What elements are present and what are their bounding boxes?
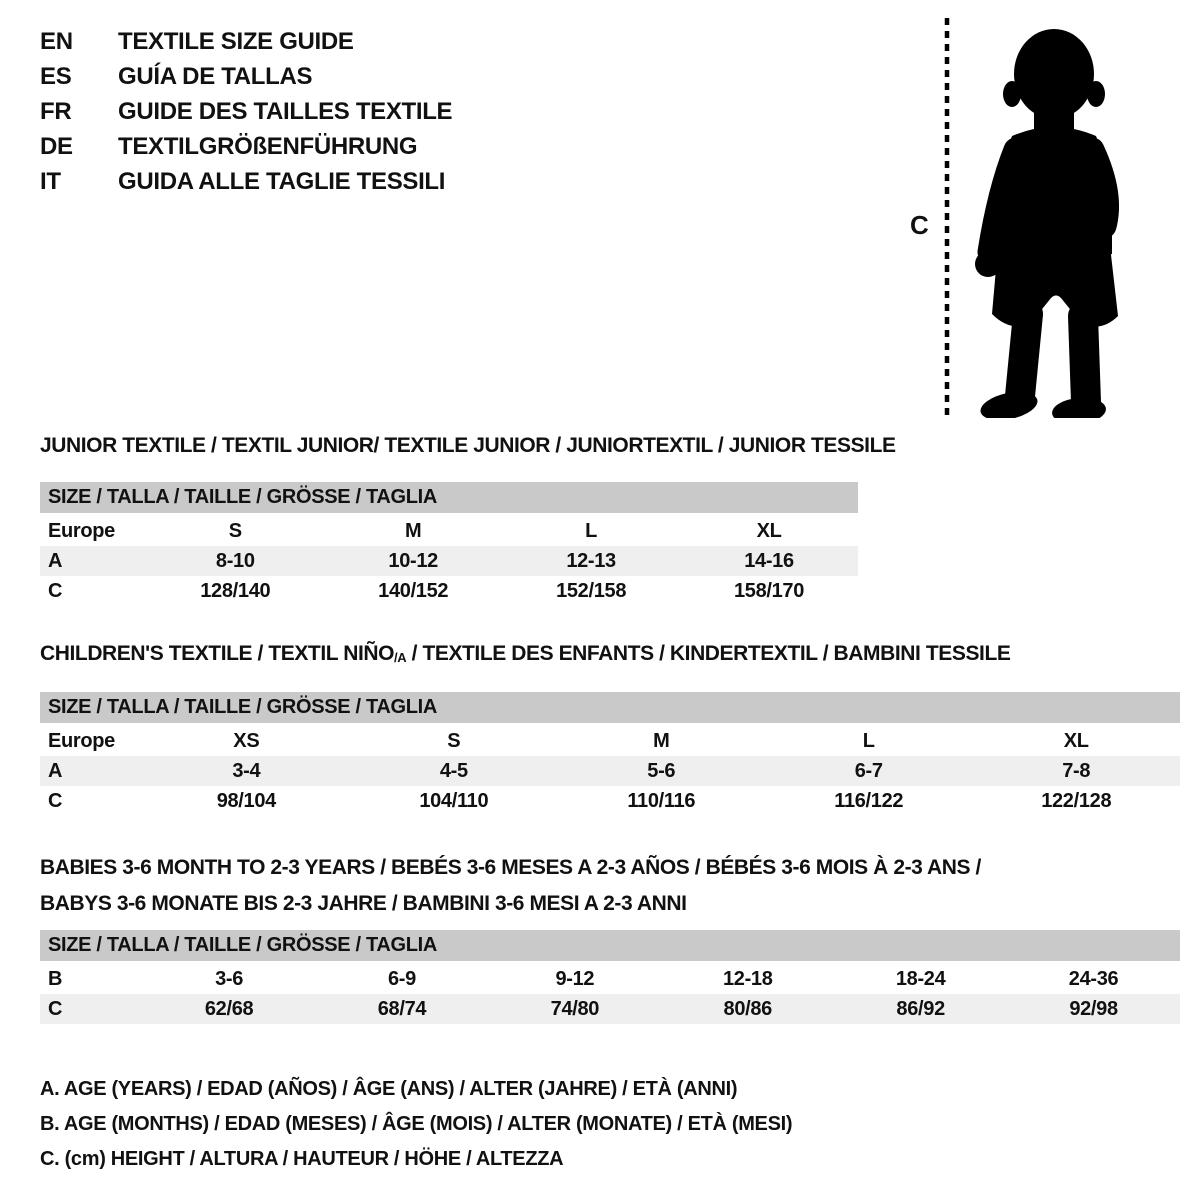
junior-size-table <box>40 482 858 606</box>
children-section <box>40 642 1180 816</box>
size-header: SIZE / TALLA / TAILLE / GRÖSSE / TAGLIA <box>40 692 1180 726</box>
language-title: TEXTILE SIZE GUIDE <box>118 28 354 55</box>
babies-title-line2: BABYS 3-6 MONATE BIS 2-3 JAHRE / BAMBINI 3-6 MESI A 2-3 ANNI <box>40 892 687 915</box>
cell: 18-24 <box>895 967 946 990</box>
cell: 86/92 <box>834 994 1007 1024</box>
cell: XL <box>756 519 782 542</box>
babies-size-table <box>40 930 1180 1024</box>
cell: 9-12 <box>555 967 595 990</box>
children-title-pre: CHILDREN'S TEXTILE / TEXTIL NIÑO <box>40 642 395 665</box>
cell: 14-16 <box>680 546 858 576</box>
height-measure-line-icon <box>942 16 952 420</box>
cell: 74/80 <box>488 994 661 1024</box>
cell: L <box>585 519 598 542</box>
size-header: SIZE / TALLA / TAILLE / GRÖSSE / TAGLIA <box>40 930 1180 964</box>
row-label: B <box>48 967 63 990</box>
language-title: TEXTILGRÖßENFÜHRUNG <box>118 133 418 160</box>
cell: XL <box>1063 729 1089 752</box>
table-row <box>40 756 1180 786</box>
toddler-silhouette-icon <box>964 18 1144 418</box>
table-row <box>40 726 1180 756</box>
cell: 110/116 <box>627 789 696 812</box>
children-section-title <box>40 642 1180 668</box>
cell: 6-9 <box>388 967 416 990</box>
list-item <box>40 129 452 164</box>
babies-section-title <box>40 850 1180 922</box>
cell: 68/74 <box>316 994 489 1024</box>
list-item <box>40 59 452 94</box>
children-title-post: / TEXTILE DES ENFANTS / KINDERTEXTIL / BAMBINI TESSILE <box>406 642 1011 665</box>
legend-line-c: C. (cm) HEIGHT / ALTURA / HAUTEUR / HÖHE / ALTEZZA <box>40 1148 564 1170</box>
height-measure-figure <box>896 10 1196 425</box>
language-code: FR <box>40 98 72 125</box>
table-row <box>40 964 1180 994</box>
cell: M <box>405 519 422 542</box>
cell: M <box>653 729 670 752</box>
row-label: A <box>40 756 143 786</box>
measure-label-c: C <box>910 210 929 240</box>
cell: 7-8 <box>972 756 1180 786</box>
cell: 128/140 <box>200 579 271 602</box>
row-label: C <box>48 579 63 602</box>
cell: 140/152 <box>378 579 449 602</box>
row-label: A <box>40 546 146 576</box>
table-row <box>40 786 1180 816</box>
cell: 10-12 <box>324 546 502 576</box>
row-label: Europe <box>48 729 115 752</box>
language-code: EN <box>40 28 73 55</box>
language-title: GUÍA DE TALLAS <box>118 63 313 90</box>
table-row <box>40 994 1180 1024</box>
cell: 12-13 <box>502 546 680 576</box>
cell: 98/104 <box>216 789 276 812</box>
table-row <box>40 516 858 546</box>
cell: 92/98 <box>1007 994 1180 1024</box>
cell: 158/170 <box>733 579 805 602</box>
cell: 12-18 <box>722 967 773 990</box>
legend-line-b: B. AGE (MONTHS) / EDAD (MESES) / ÂGE (MOIS) / ALTER (MONATE) / ETÀ (MESI) <box>40 1113 793 1135</box>
language-code: ES <box>40 63 72 90</box>
cell: 104/110 <box>419 789 489 812</box>
babies-section <box>40 850 1180 1024</box>
children-size-table <box>40 692 1180 816</box>
language-code: IT <box>40 168 61 195</box>
cell: 24-36 <box>1068 967 1119 990</box>
cell: 8-10 <box>146 546 324 576</box>
language-code: DE <box>40 133 73 160</box>
cell: 4-5 <box>350 756 557 786</box>
legend <box>40 1072 1180 1177</box>
cell: 80/86 <box>661 994 834 1024</box>
children-title-sub: /A <box>394 650 407 665</box>
list-item <box>40 94 452 129</box>
cell: L <box>862 729 875 752</box>
row-label: C <box>48 789 63 812</box>
cell: S <box>447 729 461 752</box>
cell: 122/128 <box>1041 789 1112 812</box>
cell: 3-6 <box>215 967 244 990</box>
language-list <box>40 24 452 199</box>
junior-section <box>40 434 1180 606</box>
cell: 116/122 <box>834 789 904 812</box>
cell: 152/158 <box>556 579 627 602</box>
babies-title-line1: BABIES 3-6 MONTH TO 2-3 YEARS / BEBÉS 3-6 MESES A 2-3 AÑOS / BÉBÉS 3-6 MOIS À 2-3 ANS / <box>40 856 981 879</box>
size-header: SIZE / TALLA / TAILLE / GRÖSSE / TAGLIA <box>40 482 858 516</box>
legend-line-a: A. AGE (YEARS) / EDAD (AÑOS) / ÂGE (ANS) / ALTER (JAHRE) / ETÀ (ANNI) <box>40 1078 738 1100</box>
row-label: Europe <box>48 519 115 542</box>
row-label: C <box>40 994 143 1024</box>
list-item <box>40 164 452 199</box>
cell: 6-7 <box>765 756 972 786</box>
list-item <box>40 24 452 59</box>
cell: 62/68 <box>143 994 316 1024</box>
cell: 3-4 <box>143 756 350 786</box>
size-tables <box>40 428 1180 1177</box>
language-title: GUIDE DES TAILLES TEXTILE <box>118 98 453 125</box>
junior-section-title: JUNIOR TEXTILE / TEXTIL JUNIOR/ TEXTILE JUNIOR / JUNIORTEXTIL / JUNIOR TESSILE <box>40 434 896 457</box>
table-row <box>40 576 858 606</box>
cell: 5-6 <box>558 756 765 786</box>
table-row <box>40 546 858 576</box>
cell: S <box>228 519 242 542</box>
cell: XS <box>233 729 260 752</box>
language-title: GUIDA ALLE TAGLIE TESSILI <box>118 168 446 195</box>
